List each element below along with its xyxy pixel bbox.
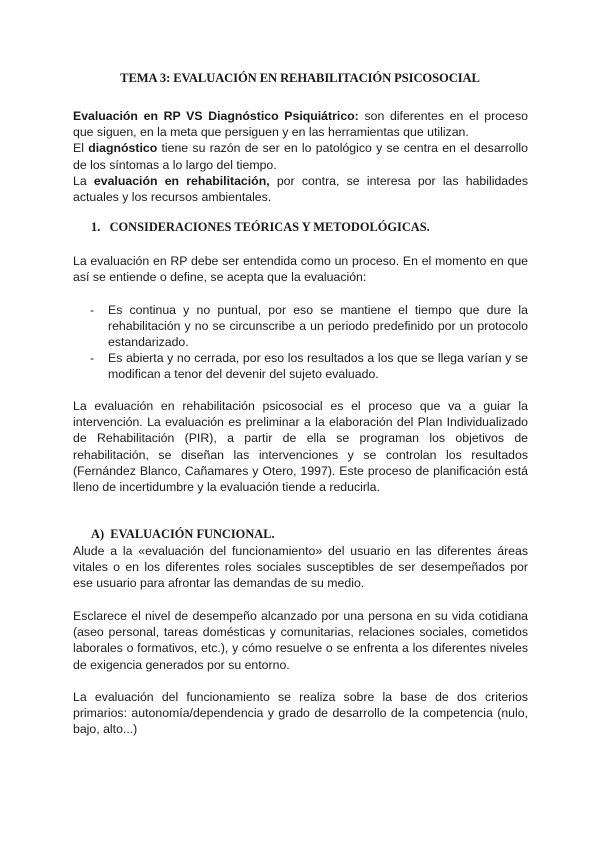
intro-p2-a: El xyxy=(73,141,89,156)
section-1-heading: 1. CONSIDERACIONES TEÓRICAS Y METODOLÓGICAS. xyxy=(91,220,430,234)
section-a-paragraph-2: Esclarece el nivel de desempeño alcanzado por una persona en su vida cotidiana (aseo personal, tareas domésticas y comunitarias, relaciones sociales, cometidos laborales o formativos, etc.), y cómo resuelve o se enfrenta a los diferentes niveles de exigencia generados por su entorno. xyxy=(73,609,528,672)
intro-p2-b: tiene su razón de ser en lo patológico y se centra en el desarrollo de los síntomas a lo largo del tiempo. xyxy=(73,141,528,172)
intro-paragraph-1 xyxy=(73,108,528,140)
section-1-paragraph-2: La evaluación en rehabilitación psicosocial es el proceso que va a guiar la intervención. La evaluación es preliminar a la elaboración del Plan Individualizado de Rehabilitación (PIR), a partir de ella se programan los objetivos de rehabilitación, se diseñan las intervenciones y se controlan los resultados (Fernández Blanco, Cañamares y Otero, 1997). Este proceso de planificación está lleno de incertidumbre y la evaluación tiende a reducirla. xyxy=(73,399,528,495)
intro-p1-bold: Evaluación en RP VS Diagnóstico Psiquiátrico: xyxy=(73,109,359,123)
intro-p1-text: son diferentes en el proceso que siguen, en la meta que persiguen y en las herramientas que utilizan. xyxy=(73,109,528,140)
intro-p3-bold: evaluación en rehabilitación, xyxy=(93,173,270,188)
section-a-heading: A) EVALUACIÓN FUNCIONAL. xyxy=(91,527,275,541)
section-a-paragraph-3: La evaluación del funcionamiento se realiza sobre la base de dos criterios primarios: autonomía/dependencia y grado de desarrollo de la competencia (nulo, bajo, alto...) xyxy=(73,690,528,737)
section-1-paragraph-1: La evaluación en RP debe ser entendida como un proceso. En el momento en que así se entiende o define, se acepta que la evaluación: xyxy=(73,254,528,285)
section-a-paragraph-1: Alude a la «evaluación del funcionamiento» del usuario en las diferentes áreas vitales o en los diferentes roles sociales susceptibles de ser desempeñados por ese usuario para afrontar las demandas de su medio. xyxy=(73,544,528,591)
intro-p2-bold: diagnóstico xyxy=(88,141,158,156)
intro-p3-a: La xyxy=(73,173,94,188)
bullet-marker-2: - xyxy=(90,351,95,365)
bullet-item-1: Es continua y no puntual, por eso se mantiene el tiempo que dure la rehabilitación y no se circunscribe a un periodo predefinido por un protocolo estandarizado. xyxy=(108,303,528,350)
bullet-marker-1: - xyxy=(90,303,95,317)
intro-p3-b: por contra, se interesa por las habilidades actuales y los recursos ambientales. xyxy=(73,173,528,205)
intro-section xyxy=(73,108,528,205)
document-title: TEMA 3: EVALUACIÓN EN REHABILITACIÓN PSICOSOCIAL xyxy=(120,71,480,85)
intro-paragraph-3 xyxy=(73,173,528,205)
bullet-item-2: Es abierta y no cerrada, por eso los resultados a los que se llega varían y se modifican a tenor del devenir del sujeto evaluado. xyxy=(108,351,528,382)
intro-paragraph-2 xyxy=(73,140,528,172)
